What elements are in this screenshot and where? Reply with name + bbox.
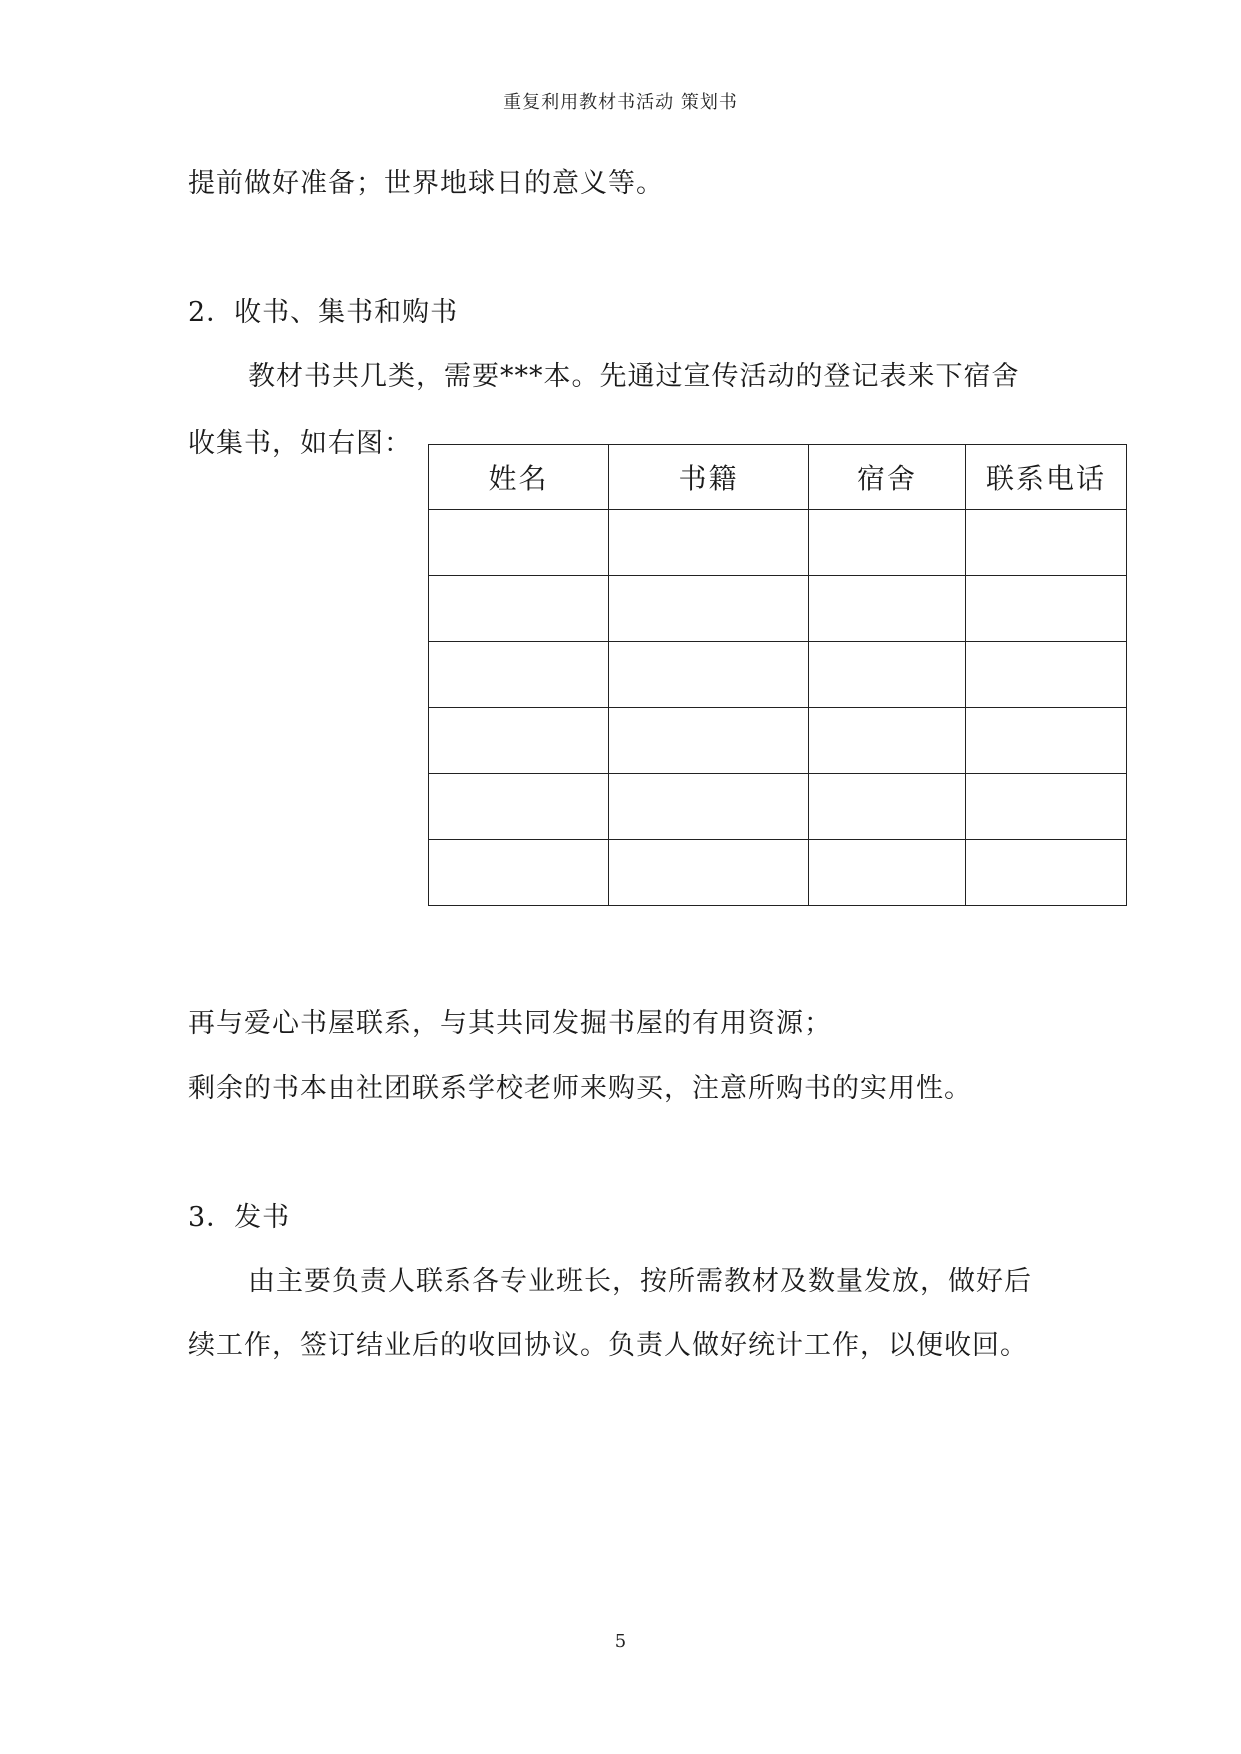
table-cell — [809, 774, 966, 840]
table-row — [429, 708, 1127, 774]
table-cell — [429, 642, 609, 708]
table-cell — [966, 708, 1127, 774]
table-cell — [809, 840, 966, 906]
table-cell — [429, 510, 609, 576]
table-cell — [966, 774, 1127, 840]
page-header: 重复利用教材书活动 策划书 — [503, 92, 738, 113]
column-header-phone: 联系电话 — [966, 445, 1127, 510]
column-header-book: 书籍 — [609, 445, 809, 510]
paragraph-line: 提前做好准备；世界地球日的意义等。 — [188, 168, 664, 199]
paragraph-line: 由主要负责人联系各专业班长，按所需教材及数量发放，做好后 — [248, 1266, 1032, 1297]
table-cell — [966, 510, 1127, 576]
table-cell — [429, 576, 609, 642]
paragraph-line: 教材书共几类，需要***本。先通过宣传活动的登记表来下宿舍 — [248, 361, 1020, 392]
paragraph-line: 再与爱心书屋联系，与其共同发掘书屋的有用资源； — [188, 1008, 832, 1039]
table-cell — [609, 576, 809, 642]
table-cell — [809, 576, 966, 642]
table-cell — [429, 708, 609, 774]
table-cell — [429, 774, 609, 840]
paragraph-line: 收集书，如右图： — [188, 428, 412, 459]
table-cell — [609, 774, 809, 840]
table-cell — [966, 840, 1127, 906]
table-header-row — [429, 445, 1127, 510]
table-cell — [966, 576, 1127, 642]
table-cell — [809, 708, 966, 774]
table-row — [429, 774, 1127, 840]
table-cell — [609, 708, 809, 774]
registration-table — [428, 444, 1127, 906]
table-cell — [609, 510, 809, 576]
table-cell — [429, 840, 609, 906]
section-heading-collect-books: 2．收书、集书和购书 — [188, 297, 459, 328]
page-number: 5 — [614, 1631, 627, 1652]
table-cell — [609, 840, 809, 906]
table-cell — [966, 642, 1127, 708]
table-row — [429, 840, 1127, 906]
paragraph-line: 续工作，签订结业后的收回协议。负责人做好统计工作，以便收回。 — [188, 1330, 1028, 1361]
table-row — [429, 510, 1127, 576]
table-cell — [809, 510, 966, 576]
table-row — [429, 642, 1127, 708]
table-cell — [609, 642, 809, 708]
column-header-dorm: 宿舍 — [809, 445, 966, 510]
paragraph-line: 剩余的书本由社团联系学校老师来购买，注意所购书的实用性。 — [188, 1073, 972, 1104]
table-cell — [809, 642, 966, 708]
table-row — [429, 576, 1127, 642]
section-heading-distribute-books: 3．发书 — [188, 1202, 291, 1233]
column-header-name: 姓名 — [429, 445, 609, 510]
